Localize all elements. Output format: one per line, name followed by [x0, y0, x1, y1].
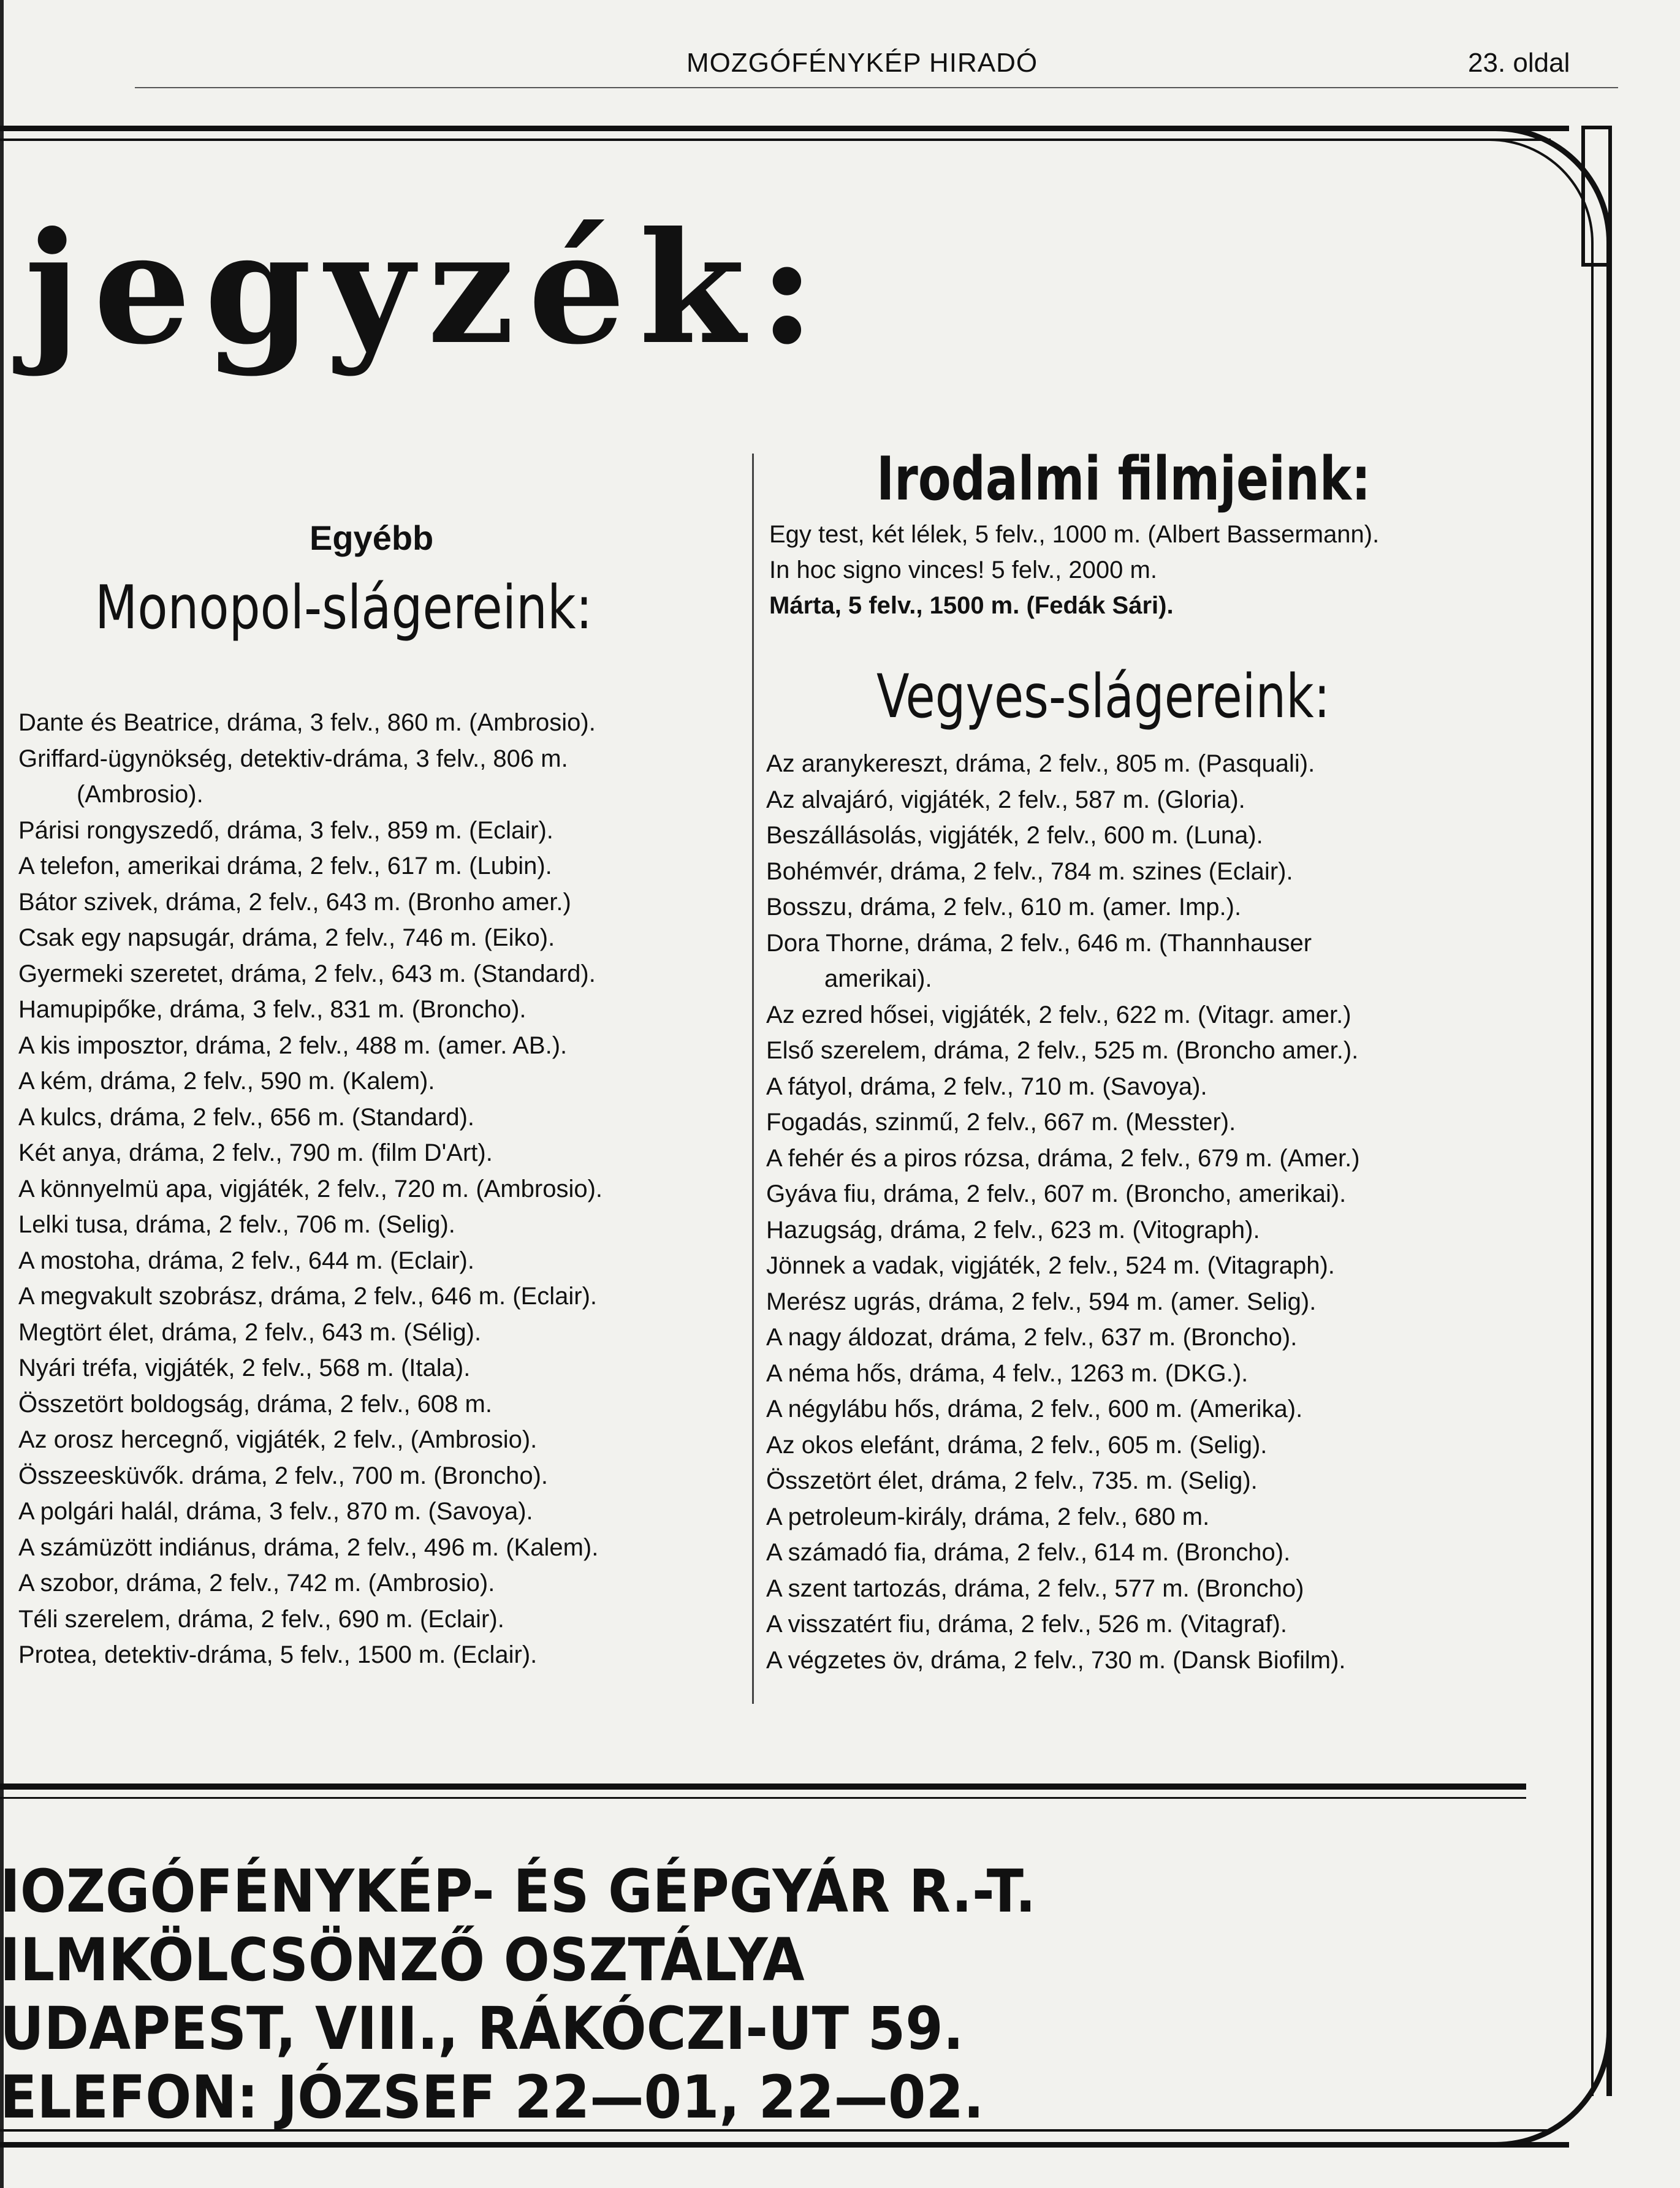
- list-item: Összeesküvők. dráma, 2 felv., 700 m. (Broncho).: [18, 1462, 549, 1489]
- list-item: Az orosz hercegnő, vigjáték, 2 felv., (Ambrosio).: [18, 1426, 538, 1453]
- right-heading: Vegyes-slágereink:: [876, 662, 1331, 732]
- frame-bottom-corner-ornament: [1477, 2016, 1612, 2148]
- list-item: Jönnek a vadak, vigjáték, 2 felv., 524 m. (Vitagraph).: [766, 1252, 1335, 1279]
- footer-line-address: UDAPEST, VIII., RÁKÓCZI-UT 59.: [0, 1994, 964, 2063]
- list-item: A petroleum-király, dráma, 2 felv., 680 m.: [766, 1503, 1210, 1530]
- list-item: Az alvajáró, vigjáték, 2 felv., 587 m. (Gloria).: [766, 786, 1245, 813]
- footer-line-department: ILMKÖLCSÖNZŐ OSZTÁLYA: [0, 1926, 805, 1994]
- list-item: A kém, dráma, 2 felv., 590 m. (Kalem).: [18, 1068, 435, 1095]
- list-item: Egy test, két lélek, 5 felv., 1000 m. (Albert Bassermann).: [769, 521, 1380, 548]
- list-item: Hamupipőke, dráma, 3 felv., 831 m. (Broncho).: [18, 996, 526, 1023]
- list-item: A mostoha, dráma, 2 felv., 644 m. (Eclair).: [18, 1247, 474, 1274]
- list-item: Gyermeki szeretet, dráma, 2 felv., 643 m. (Standard).: [18, 960, 596, 987]
- list-item: Az aranykereszt, dráma, 2 felv., 805 m. (Pasquali).: [766, 750, 1315, 777]
- list-item: Párisi rongyszedő, dráma, 3 felv., 859 m. (Eclair).: [18, 816, 553, 844]
- list-item: Dante és Beatrice, dráma, 3 felv., 860 m. (Ambrosio).: [18, 709, 596, 736]
- list-item: Griffard-ügynökség, detektiv-dráma, 3 felv., 806 m.: [18, 745, 568, 772]
- list-item: Bohémvér, dráma, 2 felv., 784 m. szines (Eclair).: [766, 857, 1293, 885]
- list-item: A szent tartozás, dráma, 2 felv., 577 m. (Broncho): [766, 1575, 1304, 1602]
- list-item: Csak egy napsugár, dráma, 2 felv., 746 m. (Eiko).: [18, 924, 555, 951]
- list-item: A kulcs, dráma, 2 felv., 656 m. (Standard).: [18, 1103, 475, 1131]
- frame-bottom-rule: [0, 2142, 1569, 2148]
- footer-line-company: IOZGÓFÉNYKÉP- ÉS GÉPGYÁR R.-T.: [0, 1857, 1036, 1926]
- list-item: A számadó fia, dráma, 2 felv., 614 m. (Broncho).: [766, 1539, 1291, 1566]
- list-item: Gyáva fiu, dráma, 2 felv., 607 m. (Broncho, amerikai).: [766, 1180, 1347, 1207]
- list-item: A visszatért fiu, dráma, 2 felv., 526 m. (Vitagraf).: [766, 1611, 1287, 1638]
- page-number: 23. oldal: [1468, 48, 1570, 78]
- list-item: A szobor, dráma, 2 felv., 742 m. (Ambrosio).: [18, 1570, 495, 1597]
- list-item: A néma hős, dráma, 4 felv., 1263 m. (DKG.).: [766, 1359, 1249, 1387]
- left-film-list: [18, 705, 742, 1673]
- running-head: MOZGÓFÉNYKÉP HIRADÓ: [686, 48, 1038, 78]
- list-item: Hazugság, dráma, 2 felv., 623 m. (Vitograph).: [766, 1216, 1260, 1244]
- list-item: A fehér és a piros rózsa, dráma, 2 felv., 679 m. (Amer.): [766, 1144, 1360, 1172]
- list-item: Beszállásolás, vigjáték, 2 felv., 600 m. (Luna).: [766, 822, 1263, 849]
- list-item: A könnyelmü apa, vigjáték, 2 felv., 720 m. (Ambrosio).: [18, 1175, 603, 1202]
- list-item: Téli szerelem, dráma, 2 felv., 690 m. (Eclair).: [18, 1605, 504, 1633]
- list-item: Első szerelem, dráma, 2 felv., 525 m. (Broncho amer.).: [766, 1037, 1359, 1064]
- list-item: Összetört boldogság, dráma, 2 felv., 608 m.: [18, 1390, 492, 1418]
- list-item: A végzetes öv, dráma, 2 felv., 730 m. (Dansk Biofilm).: [766, 1646, 1346, 1674]
- page-title: jegyzék:: [25, 198, 829, 378]
- frame-right-rule-thin: [1591, 257, 1594, 2096]
- list-item: A megvakult szobrász, dráma, 2 felv., 646 m. (Eclair).: [18, 1283, 598, 1310]
- left-heading: Monopol-slágereink:: [95, 573, 593, 643]
- left-subheading: Egyébb: [310, 519, 434, 557]
- literary-film-list: [769, 517, 1523, 623]
- list-item: A polgári halál, dráma, 3 felv., 870 m. (Savoya).: [18, 1498, 533, 1525]
- frame-top-rule: [0, 126, 1569, 131]
- mixed-film-list: [766, 746, 1532, 1678]
- list-item: Fogadás, szinmű, 2 felv., 667 m. (Messter).: [766, 1109, 1236, 1136]
- list-item: Összetört élet, dráma, 2 felv., 735. m. (Selig).: [766, 1467, 1258, 1494]
- list-item: A számüzött indiánus, dráma, 2 felv., 496 m. (Kalem).: [18, 1533, 599, 1561]
- header-rule: [135, 87, 1618, 88]
- list-item: Protea, detektiv-dráma, 5 felv., 1500 m. (Eclair).: [18, 1641, 538, 1668]
- list-item: Márta, 5 felv., 1500 m. (Fedák Sári).: [769, 592, 1174, 619]
- list-item: Bosszu, dráma, 2 felv., 610 m. (amer. Imp.).: [766, 894, 1242, 921]
- list-item: Lelki tusa, dráma, 2 felv., 706 m. (Selig).: [18, 1211, 455, 1238]
- footer-advert: [0, 1857, 1036, 2132]
- list-item: (Ambrosio).: [77, 781, 203, 808]
- frame-top-rule-thin: [0, 139, 1551, 141]
- frame-right-rule: [1606, 257, 1612, 2096]
- list-item: A kis imposztor, dráma, 2 felv., 488 m. (amer. AB.).: [18, 1031, 568, 1059]
- list-item: A négylábu hős, dráma, 2 felv., 600 m. (Amerika).: [766, 1396, 1303, 1423]
- list-item: A nagy áldozat, dráma, 2 felv., 637 m. (Broncho).: [766, 1324, 1298, 1351]
- frame-hook-ornament: [1581, 126, 1612, 267]
- list-item: Nyári tréfa, vigjáték, 2 felv., 568 m. (Itala).: [18, 1354, 471, 1381]
- list-item: Két anya, dráma, 2 felv., 790 m. (film D'Art).: [18, 1139, 493, 1166]
- list-item: amerikai).: [824, 965, 932, 992]
- list-item: In hoc signo vinces! 5 felv., 2000 m.: [769, 556, 1157, 583]
- footer-line-phone: ELEFON: JÓZSEF 22—01, 22—02.: [0, 2063, 984, 2132]
- right-top-heading: Irodalmi filmjeink:: [876, 444, 1371, 514]
- list-item: A telefon, amerikai dráma, 2 felv., 617 m. (Lubin).: [18, 853, 552, 879]
- footer-rule: [0, 1783, 1526, 1790]
- footer-rule-thin: [0, 1797, 1526, 1799]
- list-item: Megtört élet, dráma, 2 felv., 643 m. (Sélig).: [18, 1318, 482, 1346]
- list-item: Az okos elefánt, dráma, 2 felv., 605 m. (Selig).: [766, 1431, 1268, 1459]
- column-divider: [752, 454, 754, 1704]
- list-item: Bátor szivek, dráma, 2 felv., 643 m. (Bronho amer.): [18, 888, 571, 916]
- list-item: A fátyol, dráma, 2 felv., 710 m. (Savoya).: [766, 1073, 1207, 1100]
- list-item: Dora Thorne, dráma, 2 felv., 646 m. (Thannhauser: [766, 929, 1312, 957]
- list-item: Merész ugrás, dráma, 2 felv., 594 m. (amer. Selig).: [766, 1288, 1317, 1315]
- list-item: Az ezred hősei, vigjáték, 2 felv., 622 m. (Vitagr. amer.): [766, 1001, 1351, 1028]
